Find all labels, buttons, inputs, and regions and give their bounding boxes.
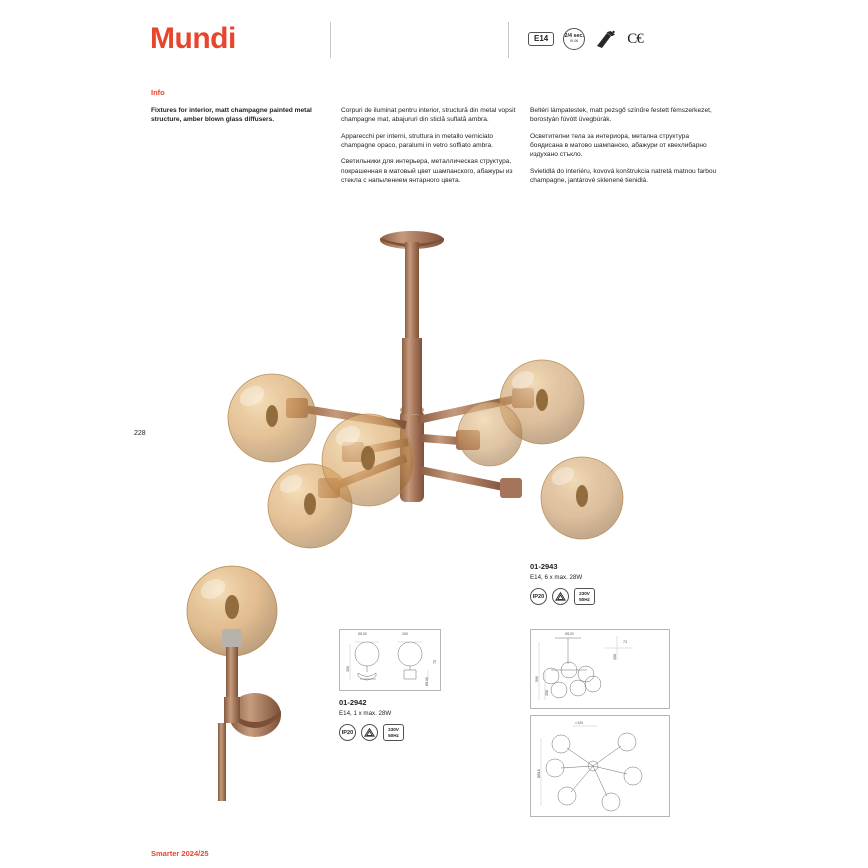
dim-2943-height-body: 358: [545, 690, 549, 696]
product-info-01-2942: [339, 698, 404, 741]
product-code-01-2943: 01-2943: [530, 562, 558, 571]
class-ii-badge: [552, 588, 569, 605]
tech-drawing-01-2943-front: [530, 629, 670, 709]
ip20-badge: IP20: [530, 588, 547, 605]
dim-2943-glass-diameter: Ø120: [565, 632, 574, 636]
dim-2942-base: Ø100: [425, 677, 429, 686]
voltage-value: 230V: [579, 591, 590, 597]
badge-ce: C€: [627, 30, 643, 47]
badge-ik06: [563, 28, 585, 50]
badge-ik06-label: 2/4 sec.: [564, 33, 584, 40]
header-divider-left: [330, 22, 331, 58]
frequency-value: 50Hz: [388, 732, 399, 738]
dim-2942-depth: 75: [433, 660, 437, 664]
description-hu-bg-sk: [530, 106, 720, 186]
voltage-badge: [574, 588, 595, 605]
description-ro: Corpuri de iluminat pentru interior, structură din metal vopsit champagne mat, abajururi din sticlă suflată ambra.: [341, 107, 516, 124]
page-number: 228: [134, 430, 146, 437]
badge-e14: E14: [528, 32, 554, 47]
description-en: [151, 106, 331, 125]
product-spec-01-2942: E14, 1 x max. 28W: [339, 710, 392, 717]
page-title: Mundi: [150, 22, 236, 55]
class-ii-badge: [361, 724, 378, 741]
dim-2943-height-total: 590: [535, 676, 539, 682]
header-divider-right: [508, 22, 509, 58]
ip20-badge: IP20: [339, 724, 356, 741]
description-bg: Осветителни тела за интериора, метална структура боядисана в матово шампанско, абажури от квехлибарно издухано стъкло.: [530, 132, 707, 159]
voltage-value: 230V: [388, 727, 399, 733]
header-badges: [528, 28, 643, 50]
product-icons-01-2943: [530, 588, 595, 605]
dim-2942-width: 200: [402, 632, 408, 636]
tech-drawing-01-2942: [339, 629, 441, 691]
description-ro-it-ru: [341, 106, 521, 186]
description-hu: Beltéri lámpatestek, matt pezsgő színűre festett fémszerkezet, borostyán fúvótt üvegbúrák.: [530, 107, 712, 124]
product-info-01-2943: [530, 562, 595, 605]
frequency-value: 50Hz: [579, 596, 590, 602]
voltage-badge: [383, 724, 404, 741]
description-sk: Svietidlá do interiéru, kovová konštrukcia natretá matnou farbou champagne, jantárové sklenené tienidlá.: [530, 167, 717, 185]
dim-2943-top-outer: Ø518: [537, 769, 541, 778]
badge-hand-assembly-icon: [594, 29, 618, 49]
product-photo-wall-lamp: [180, 555, 310, 805]
product-spec-01-2943: E14, 6 x max. 28W: [530, 574, 583, 581]
dim-2943-arm-width: 73: [623, 640, 627, 644]
product-code-01-2942: 01-2942: [339, 698, 367, 707]
description-en-p1: Fixtures for interior, matt champagne painted metal structure, amber blown glass diffusers.: [151, 107, 312, 124]
product-photo-chandelier: [190, 220, 690, 540]
footer-text: Smarter 2024/25: [151, 849, 209, 858]
info-label: Info: [151, 88, 165, 97]
dim-2942-height: 300: [346, 666, 350, 672]
product-icons-01-2942: [339, 724, 404, 741]
tech-drawing-01-2943-top: [530, 715, 670, 817]
badge-ik06-sub: IK 06: [570, 39, 579, 44]
description-it: Apparecchi per interni, struttura in metallo verniciato champagne opaco, paralumi in vetro soffiato ambra.: [341, 132, 494, 150]
dim-2943-top-inner: ×120: [575, 721, 584, 725]
dim-2943-height-detail: 358: [613, 654, 617, 660]
dim-2942-glass-diameter: Ø130: [358, 632, 367, 636]
description-ru: Светильники для интерьера, металлическая структура, покрашенная в матовый цвет шампанского, абажуры из стекла с напылением янтарного цвета.: [341, 158, 513, 185]
